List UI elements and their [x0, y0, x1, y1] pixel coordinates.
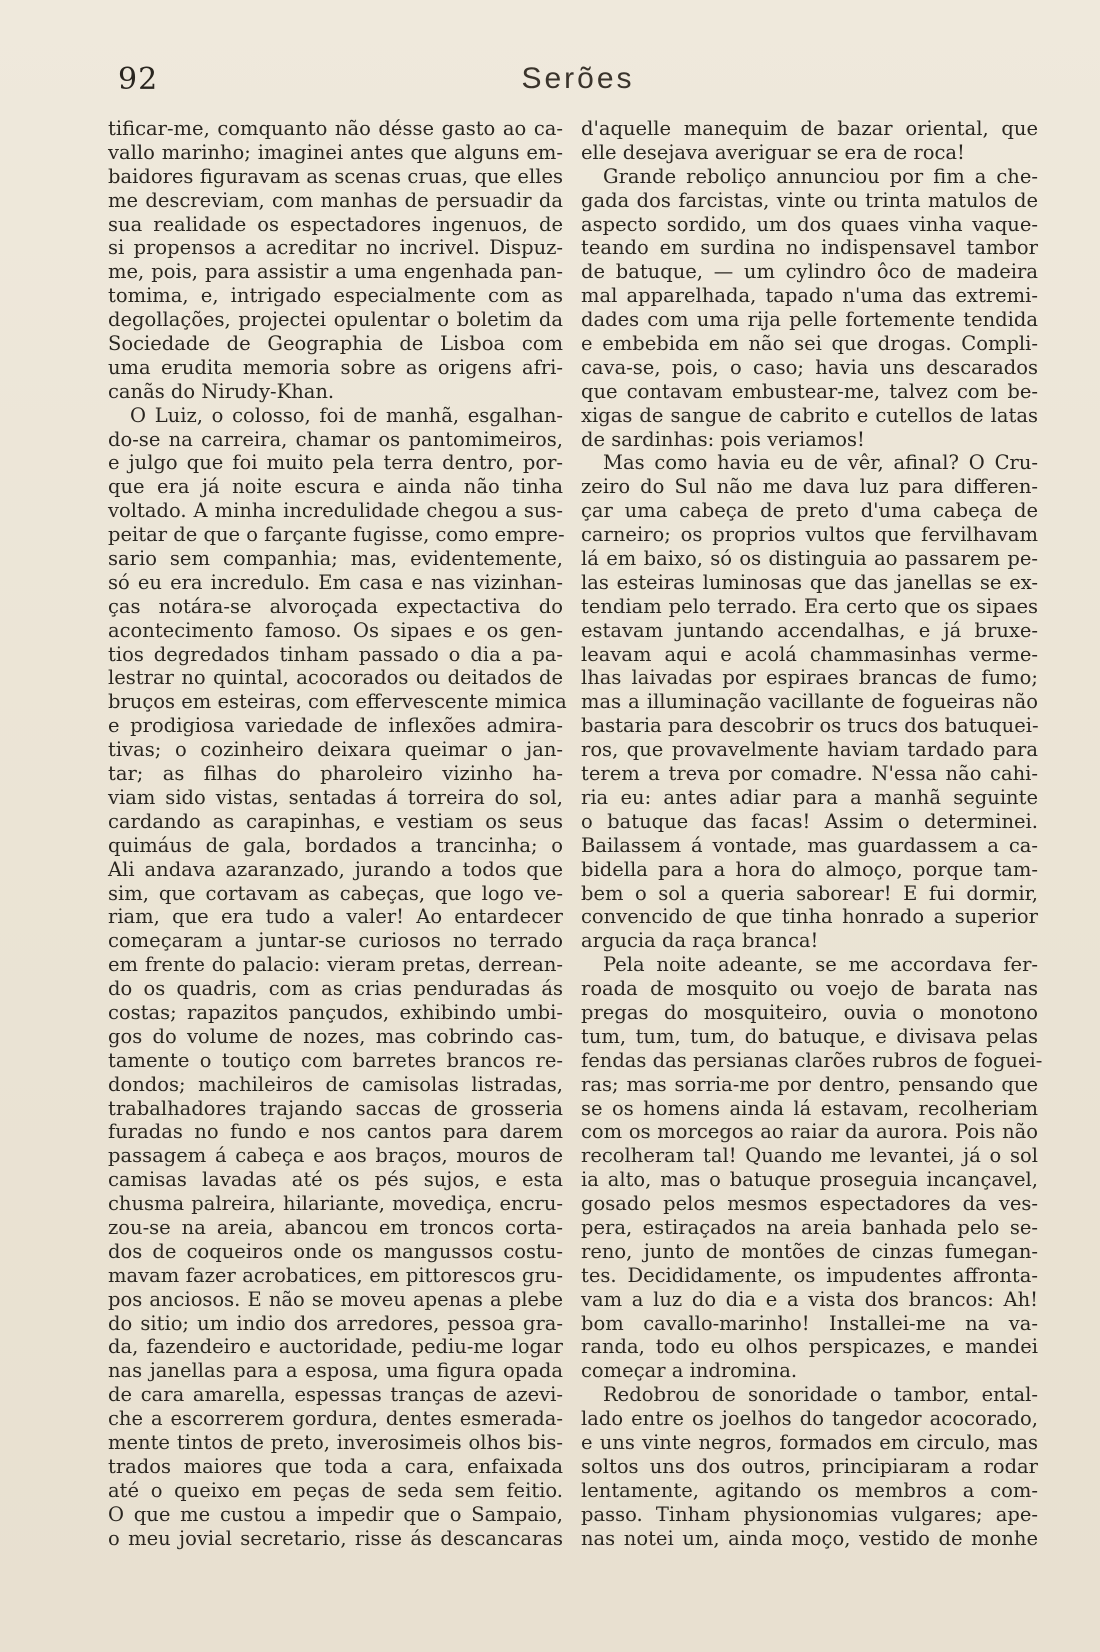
text-line: uma erudita memoria sobre as origens afri-	[108, 355, 563, 379]
text-line: Grande reboliço annunciou por fim a che-	[603, 164, 1038, 188]
text-line: reno, junto de montões de cinzas fumegan-	[581, 1239, 1038, 1263]
text-line: Ali andava azaranzado, jurando a todos que	[108, 857, 563, 881]
text-line: d'aquelle manequim de bazar oriental, que	[581, 117, 1038, 140]
text-line: com os morcegos ao raiar da aurora. Pois não	[581, 1120, 1038, 1144]
text-line: em frente do palacio: vieram pretas, derrean-	[108, 953, 563, 977]
text-line: furadas no fundo e nos cantos para darem	[108, 1120, 563, 1144]
text-line: e julgo que foi muito pela terra dentro, por-	[108, 451, 563, 475]
text-line: de batuque, — um cylindro ôco de madeira	[581, 260, 1038, 284]
text-line: do sitio; um indio dos arredores, pessoa gra-	[108, 1311, 563, 1335]
text-line: de sardinhas: pois veriamos!	[581, 427, 865, 451]
text-line: fendas das persianas clarões rubros de foguei-	[581, 1048, 1043, 1072]
text-line: xigas de sangue de cabrito e cutellos de latas	[581, 403, 1038, 427]
text-line: soltos uns dos outros, principiaram a rodar	[581, 1454, 1038, 1478]
text-line: O Luiz, o colosso, foi de manhã, esgalhan-	[130, 403, 563, 427]
text-line: tificar-me, comquanto não désse gasto ao ca-	[108, 117, 563, 140]
text-line: aspecto sordido, um dos quaes vinha vaque-	[581, 212, 1038, 236]
text-line: argucia da raça branca!	[581, 929, 819, 953]
text-line: Sociedade de Geographia de Lisboa com	[108, 332, 563, 356]
text-line: trabalhadores trajando saccas de grosseria	[108, 1096, 563, 1120]
text-line: mal apparelhada, tapado n'uma das extremi-	[581, 284, 1038, 308]
text-line: Mas como havia eu de vêr, afinal? O Cru-	[603, 451, 1038, 475]
text-line: vam a luz do dia e a vista dos brancos: Ah!	[581, 1287, 1038, 1311]
text-line: las esteiras luminosas que das janellas se ex-	[581, 570, 1038, 594]
text-line: gos do volume de nozes, mas cobrindo cas-	[108, 1024, 563, 1048]
text-line: bruços em esteiras, com effervescente mimica	[108, 690, 567, 714]
text-line: só eu era incredulo. Em casa e nas vizinhan-	[108, 570, 563, 594]
text-line: leavam aqui e acolá chammasinhas verme-	[581, 642, 1038, 666]
text-line: ia alto, mas o batuque proseguia incançavel,	[581, 1168, 1038, 1192]
text-line: recolheram tal! Quando me levantei, já o sol	[581, 1144, 1038, 1168]
text-line: Redobrou de sonoridade o tambor, ental-	[603, 1383, 1038, 1407]
text-line: bom cavallo-marinho! Installei-me na va-	[581, 1311, 1038, 1335]
text-line: tomima, e, intrigado especialmente com as	[108, 284, 563, 308]
text-line: vallo marinho; imaginei antes que alguns em-	[108, 140, 563, 164]
text-line: mas a illuminação vacillante de fogueiras não	[581, 690, 1038, 714]
page-number: 92	[118, 62, 159, 97]
text-line: trados maiores que toda a cara, enfaixada	[108, 1454, 563, 1478]
text-line: terem a treva por comadre. N'essa não cahi-	[581, 762, 1038, 786]
text-line: cava-se, pois, o caso; havia uns descarados	[581, 355, 1038, 379]
text-line: Bailassem á vontade, mas guardassem a ca-	[581, 833, 1038, 857]
text-line: pos anciosos. E não se moveu apenas a plebe	[108, 1287, 563, 1311]
text-line: mente tintos de preto, inverosimeis olhos bis-	[108, 1430, 563, 1454]
right-column	[581, 117, 1043, 1550]
text-line: Pela noite adeante, se me accordava fer-	[603, 953, 1038, 977]
text-line: estavam juntando accendalhas, e já bruxe-	[581, 618, 1038, 642]
text-line: e prodigiosa variedade de inflexões admira-	[108, 714, 563, 738]
text-line: cardando as carapinhas, e vestiam os seus	[108, 809, 563, 833]
text-line: randa, todo eu olhos perspicazes, e mandei	[581, 1335, 1038, 1359]
text-line: acontecimento famoso. Os sipaes e os gen-	[108, 618, 563, 642]
text-line: lestrar no quintal, acocorados ou deitados de	[108, 666, 563, 690]
text-line: che a escorrerem gordura, dentes esmerada-	[108, 1407, 563, 1431]
text-line: dondos; machileiros de camisolas listradas,	[108, 1072, 563, 1096]
text-line: tes. Decididamente, os impudentes affronta-	[581, 1263, 1038, 1287]
text-line: nas janellas para a esposa, uma figura opada	[108, 1359, 563, 1383]
text-line: tendiam pelo terrado. Era certo que os sipaes	[581, 594, 1038, 618]
text-line: gosado pelos mesmos espectadores da ves-	[581, 1192, 1038, 1216]
text-line: dades com uma rija pelle fortemente tendida	[581, 308, 1038, 332]
text-line: mavam fazer acrobatices, em pittorescos gru-	[108, 1263, 563, 1287]
text-line: pregas do mosquiteiro, ouvia o monotono	[581, 1000, 1038, 1024]
text-line: carneiro; os proprios vultos que fervilhavam	[581, 523, 1038, 547]
text-line: lhas laivadas por espiraes brancas de fumo;	[581, 666, 1038, 690]
text-line: e uns vinte negros, formados em circulo, mas	[581, 1430, 1038, 1454]
text-line: de cara amarella, espessas tranças de azevi-	[108, 1383, 563, 1407]
text-line: sim, que cortavam as cabeças, que logo ve-	[108, 881, 563, 905]
text-line: começar a indromina.	[581, 1359, 798, 1383]
text-line: do os quadris, com as crias penduradas ás	[108, 977, 563, 1001]
text-line: sario sem companhia; mas, evidentemente,	[108, 547, 563, 571]
text-line: canãs do Nirudy-Khan.	[108, 379, 335, 403]
text-line: o batuque das facas! Assim o determinei.	[581, 809, 1038, 833]
text-line: pera, estiraçados na areia banhada pelo se-	[581, 1215, 1038, 1239]
text-line: roada de mosquito ou voejo de barata nas	[581, 977, 1038, 1001]
text-line: bastaria para descobrir os trucs dos batuquei-	[581, 714, 1039, 738]
text-line: começaram a juntar-se curiosos no terrado	[108, 929, 563, 953]
text-line: e embebida em não sei que drogas. Compli-	[581, 332, 1038, 356]
text-line: voltado. A minha incredulidade chegou a sus-	[108, 499, 563, 523]
text-line: costas; rapazitos pançudos, exhibindo umbi-	[108, 1000, 563, 1024]
text-line: da, fazendeiro e auctoridade, pediu-me logar	[108, 1335, 563, 1359]
text-line: que contavam embustear-me, talvez com be-	[581, 379, 1038, 403]
text-line: zou-se na areia, abancou em troncos corta-	[108, 1215, 563, 1239]
text-line: camisas lavadas até os pés sujos, e esta	[108, 1168, 563, 1192]
text-line: me, pois, para assistir a uma engenhada pan-	[108, 260, 563, 284]
text-line: quimáus de gala, bordados a trancinha; o	[108, 833, 563, 857]
text-line: bidella para a hora do almoço, porque tam-	[581, 857, 1038, 881]
text-line: sua realidade os espectadores ingenuos, de	[108, 212, 563, 236]
text-line: até o queixo em peças de seda sem feitio.	[108, 1478, 563, 1502]
text-line: lentamente, agitando os membros a com-	[581, 1478, 1038, 1502]
text-line: peitar de que o farçante fugisse, como empre-	[108, 523, 565, 547]
text-line: passagem á cabeça e aos braços, mouros de	[108, 1144, 563, 1168]
text-line: tum, tum, tum, do batuque, e divisava pelas	[581, 1024, 1038, 1048]
text-line: tios degredados tinham passado o dia a pa-	[108, 642, 563, 666]
text-line: o meu jovial secretario, risse ás descancaras	[108, 1526, 563, 1550]
text-line: do-se na carreira, chamar os pantomimeiros,	[108, 427, 563, 451]
text-line: elle desejava averiguar se era de roca!	[581, 140, 965, 164]
text-line: si propensos a acreditar no incrivel. Dispuz-	[108, 236, 563, 260]
page-header	[118, 62, 1038, 112]
text-line: ças notára-se alvoroçada expectactiva do	[108, 594, 563, 618]
text-line: nas notei um, ainda moço, vestido de monhe	[581, 1526, 1038, 1550]
text-line: O que me custou a impedir que o Sampaio,	[108, 1502, 563, 1526]
text-line: tivas; o cozinheiro deixara queimar o jan-	[108, 738, 563, 762]
left-column	[108, 117, 567, 1550]
text-line: chusma palreira, hilariante, movediça, encru-	[108, 1192, 563, 1216]
text-line: passo. Tinham physionomias vulgares; ape-	[581, 1502, 1038, 1526]
text-line: tamente o toutiço com barretes brancos re-	[108, 1048, 563, 1072]
text-line: bem o sol a queria saborear! E fui dormir,	[581, 881, 1038, 905]
text-line: me descreviam, com manhas de persuadir da	[108, 188, 563, 212]
text-line: riam, que era tudo a valer! Ao entardecer	[108, 905, 563, 929]
text-line: zeiro do Sul não me dava luz para differen-	[581, 475, 1038, 499]
text-line: tar; as filhas do pharoleiro vizinho ha-	[108, 762, 563, 786]
text-line: dos de coqueiros onde os mangussos costu-	[108, 1239, 563, 1263]
text-line: que era já noite escura e ainda não tinha	[108, 475, 563, 499]
text-line: baidores figuravam as scenas cruas, que elles	[108, 164, 563, 188]
text-line: lado entre os joelhos do tangedor acocorado,	[581, 1407, 1038, 1431]
text-line: convencido de que tinha honrado a superior	[581, 905, 1038, 929]
text-line: ras; mas sorria-me por dentro, pensando que	[581, 1072, 1038, 1096]
text-line: çar uma cabeça de preto d'uma cabeça de	[581, 499, 1038, 523]
text-line: viam sido vistas, sentadas á torreira do sol,	[108, 785, 563, 809]
text-line: ros, que provavelmente haviam tardado para	[581, 738, 1038, 762]
text-line: ria eu: antes adiar para a manhã seguinte	[581, 785, 1038, 809]
text-line: se os homens ainda lá estavam, recolheriam	[581, 1096, 1038, 1120]
text-line: gada dos farcistas, vinte ou trinta matulos de	[581, 188, 1038, 212]
running-title: Serões	[521, 62, 635, 95]
text-line: teando em surdina no indispensavel tambor	[581, 236, 1038, 260]
text-line: degollações, projectei opulentar o boletim da	[108, 308, 563, 332]
text-line: lá em baixo, só os distinguia ao passarem pe-	[581, 547, 1038, 571]
